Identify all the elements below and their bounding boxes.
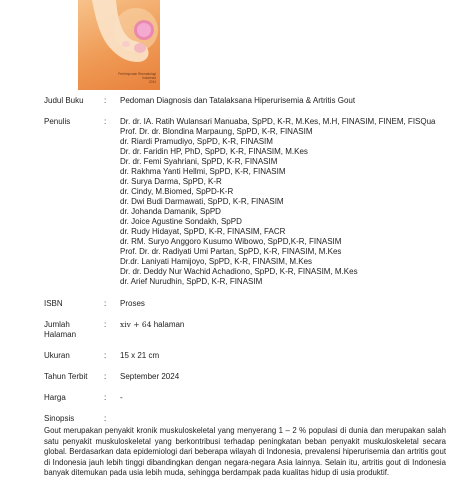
size-row bbox=[44, 351, 454, 361]
size-value: 15 x 21 cm bbox=[120, 351, 160, 360]
author-item: dr. Johanda Damanik, SpPD bbox=[120, 207, 221, 216]
title-row bbox=[44, 96, 454, 106]
year-value: September 2024 bbox=[120, 372, 180, 381]
year-row bbox=[44, 372, 454, 382]
author-item: dr. Joice Agustine Sondakh, SpPD bbox=[120, 217, 242, 226]
isbn-row bbox=[44, 299, 454, 309]
synopsis-row bbox=[44, 414, 454, 424]
book-cover-image bbox=[78, 0, 160, 90]
author-item: dr. Surya Darma, SpPD, K-R bbox=[120, 177, 222, 186]
title-value: Pedoman Diagnosis dan Tatalaksana Hiperurisemia & Artritis Gout bbox=[120, 96, 356, 105]
colon: : bbox=[104, 96, 107, 105]
author-item: dr. Rakhma Yanti Hellmi, SpPD, K-R, FINASIM bbox=[120, 167, 286, 176]
colon: : bbox=[104, 414, 107, 423]
pages-label: Jumlah Halaman bbox=[44, 320, 77, 339]
colon: : bbox=[104, 117, 107, 126]
price-label: Harga bbox=[44, 393, 66, 402]
author-item: dr. Dwi Budi Darmawati, SpPD, K-R, FINASIM bbox=[120, 197, 284, 206]
isbn-value: Proses bbox=[120, 299, 145, 308]
colon: : bbox=[104, 299, 107, 308]
author-item: Dr. dr. Faridin HP, PhD, SpPD, K-R, FINASIM, M.Kes bbox=[120, 147, 308, 156]
colon: : bbox=[104, 320, 107, 329]
author-item: dr. Arief Nurudhin, SpPD, K-R, FINASIM bbox=[120, 277, 263, 286]
cover-caption-line: 2024 bbox=[148, 80, 156, 84]
size-label: Ukuran bbox=[44, 351, 70, 360]
author-item: Dr. dr. IA. Ratih Wulansari Manuaba, SpPD, K-R, M.Kes, M.H, FINASIM, FINEM, FISQua bbox=[120, 117, 436, 126]
colon: : bbox=[104, 372, 107, 381]
title-label: Judul Buku bbox=[44, 96, 84, 105]
pages-value bbox=[120, 320, 454, 340]
cover-caption-line: Perhimpunan Reumatologi Indonesia bbox=[118, 72, 156, 80]
synopsis-label: Sinopsis bbox=[44, 414, 75, 423]
pages-row bbox=[44, 320, 454, 340]
isbn-label: ISBN bbox=[44, 299, 63, 308]
author-item: dr. Riardi Pramudiyo, SpPD, K-R, FINASIM bbox=[120, 137, 273, 146]
cover-caption bbox=[108, 72, 156, 84]
authors-row bbox=[44, 117, 454, 287]
author-item: dr. Cindy, M.Biomed, SpPD-K-R bbox=[120, 187, 234, 196]
author-item: dr. Rudy Hidayat, SpPD, K-R, FINASIM, FACR bbox=[120, 227, 286, 236]
price-row bbox=[44, 393, 454, 403]
author-item: dr. RM. Suryo Anggoro Kusumo Wibowo, SpPD,K-R, FINASIM bbox=[120, 237, 342, 246]
author-item: Dr. dr. Deddy Nur Wachid Achadiono, SpPD, K-R, FINASIM, M.Kes bbox=[120, 267, 358, 276]
author-item: Dr.dr. Laniyati Hamijoyo, SpPD, K-R, FINASIM, M.Kes bbox=[120, 257, 313, 266]
price-value: - bbox=[120, 393, 123, 402]
colon: : bbox=[104, 393, 107, 402]
authors-label: Penulis bbox=[44, 117, 71, 126]
author-item: Prof. Dr. dr. Blondina Marpaung, SpPD, K-R, FINASIM bbox=[120, 127, 313, 136]
year-label: Tahun Terbit bbox=[44, 372, 88, 381]
synopsis-text: Gout merupakan penyakit kronik muskuloskeletal yang menyerang 1 – 2 % populasi di dunia dan merupakan salah satu penyakit muskuloskeletal yang berkontribusi terhadap peningkatan beban penyakit muskuloskeletal secara global. Berdasarkan data epidemiologi dari beberapa wilayah di Indonesia, prevalensi hiperurisemia dan artritis gout di Indonesia jauh lebih tinggi dibandingkan dengan negara-negara Asia lainnya. Selain itu, artritis gout di Indonesia banyak ditemukan pada usia lebih muda, sehingga berdampak pada kualitas hidup di usia produktif. bbox=[44, 426, 446, 478]
pages-suffix: halaman bbox=[151, 320, 185, 329]
colon: : bbox=[104, 351, 107, 360]
author-item: Dr. dr. Femi Syahriani, SpPD, K-R, FINASIM bbox=[120, 157, 278, 166]
author-item: Prof. Dr. dr. Radiyati Umi Partan, SpPD, K-R, FINASIM, M.Kes bbox=[120, 247, 342, 256]
authors-list bbox=[120, 117, 454, 287]
pages-roman: xiv + 64 bbox=[120, 320, 152, 329]
book-info bbox=[44, 96, 454, 479]
